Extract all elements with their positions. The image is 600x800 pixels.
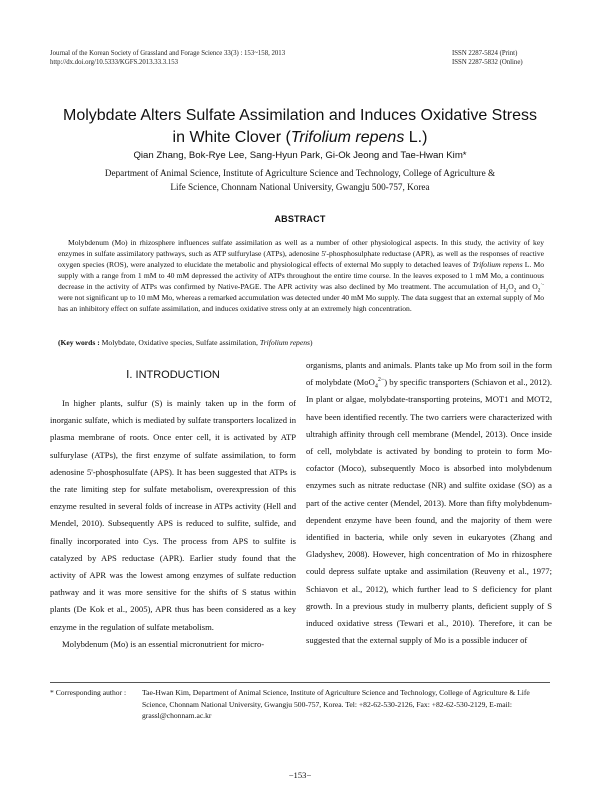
page-number: −153− [288,770,312,780]
issn-print: ISSN 2287-5824 (Print) [452,50,518,57]
abstract-heading: ABSTRACT [274,214,326,224]
intro-paragraph-2: Molybdenum (Mo) is an essential micronutrient for micro- [62,638,265,649]
right-column [306,357,552,649]
keywords-label: (Key words : [58,338,102,347]
affiliation [60,166,540,194]
section-heading-introduction: Ⅰ. INTRODUCTION [126,369,220,381]
abstract-text [58,237,544,314]
author-list: Qian Zhang, Bok-Rye Lee, Sang-Hyun Park, Gi-Ok Jeong and Tae-Hwan Kim* [133,150,467,161]
keywords [58,337,544,348]
paper-title [40,105,560,149]
title-line-2 [40,127,560,149]
journal-header [50,49,285,67]
abstract-part-1: Molybdenum (Mo) in rhizosphere influences sulfate assimilation as well as a number of other physiological aspects. In this study, the activity of key enzymes in sulfate assimilatory pathways, such as ATP sulfurylase (ATPs), adenosine 5'-phosphosulphate reductase (APR), as well as the responses of reactive oxygen species (ROS), were analyzed to elucidate the metabolic and physiological effects of external Mo supply to detached leaves of [58,238,544,269]
keywords-text: Molybdate, Oxidative species, Sulfate assimilation, [101,338,260,347]
footnote-text: Tae-Hwan Kim, Department of Animal Science, Institute of Agriculture Science and Technology, College of Agriculture & Life Science, Chonnam National University, Gwangju 500-757, Korea. Tel: +82-62-530-2126, Fax: +82-62-530-2129, E-mail: grassl@chonnam.ac.kr [142,688,530,720]
molybdate-subscript: 4 [374,383,378,390]
affiliation-line-1: Department of Animal Science, Institute of Agriculture Science and Technology, College of Agriculture & [104,168,496,178]
superoxide-subscript: 2 [537,287,541,294]
left-column [50,395,296,653]
title-species: Trifolium repens [290,129,405,146]
abstract-part-2: L. Mo supply with a range from 1 mM to 40 mM depressed the activity of ATPs throughout the entire time course. In the leaves exposed to 1 mM Mo, a continuous decrease in the activity of ATPs was confirmed by Native-PAGE. The APR activity was also declined by Mo treatment. The accumulation of H [58,260,544,291]
right-part-1: organisms, plants and animals. Plants take up Mo from soil in the form of molybdate (MoO [306,360,552,388]
doi-link[interactable]: http://dx.doi.org/10.5333/KGFS.2013.33.3.153 [50,59,179,66]
corresponding-author-footnote [50,687,550,722]
intro-paragraph-continued [306,357,552,649]
abstract-species: Trifolium repens [472,260,523,269]
title-line-2-post: L.) [404,129,428,146]
h2o2-subscript-1: 2 [505,287,509,294]
title-line-1: Molybdate Alters Sulfate Assimilation and Induces Oxidative Stress [62,107,537,124]
abstract-part-3: and O [516,282,538,291]
keywords-close: ) [309,338,313,347]
molybdate-superscript: 2− [377,377,385,384]
affiliation-line-2: Life Science, Chonnam National University, Gwangju 500-757, Korea [170,182,430,192]
abstract-part-4: were not significant up to 10 mM Mo, whereas a remarked accumulation was detected under 40 mM Mo supply. The data suggest that an external supply of Mo has an inhibitory effect on sulfate assimilation, and induces oxidative stress only at an extremely high concentration. [58,293,544,313]
h2o2-mid: O [508,282,514,291]
h2o2-subscript-2: 2 [513,287,517,294]
intro-paragraph-1: In higher plants, sulfur (S) is mainly taken up in the form of inorganic sulfate, which is mediated by sulfate transporters localized in plasma membrane of roots. Once enter cell, it is activated by ATP sulfurylase (ATPs), the first enzyme of sulfate assimilation, to form adenosine 5'-phosphosulfate (APS). It has been suggested that ATPs is the rate limiting step for sulfate metabolism, overexpression of this enzyme resulted in several folds of increase in ATPs activity (Hell and Mendel, 2010). Subsequently APS is reduced to sulfite, sulfide, and finally incorporated into Cys. The process from APS to sulfite is catalyzed by APS reductase (APR). Earlier study found that the activity of APR was the lowest among enzymes of sulfate reduction pathway and it was more sensitive for the shifts of S status within plants (De Kok et al., 2005), APR thus has been considered as a key enzyme in the regulation of sulfate metabolism. [50,398,296,632]
journal-citation: Journal of the Korean Society of Grassland and Forage Science 33(3) : 153~158, 2013 [50,50,286,57]
issn-online: ISSN 2287-5832 (Online) [452,59,523,66]
issn-block [452,49,523,67]
footnote-label: * Corresponding author : [50,688,127,697]
right-part-2: ) by specific transporters (Schiavon et al., 2012). In plant or algae, molybdate-transporting proteins, MOT1 and MOT2, have been identified recently. The two carriers were characterized with ultrahigh affinity through cell membrane (Mendel, 2013). Once inside of cell, molybdate is activated by bonding to protein to form Mo-cofactor (Moco), subsequently Moco is absorbed into molybdenum enzymes such as nitrate reductase (NR) and sulfite oxidase (SO) as a part of the active center (Mendel, 2013). More than fifty molybdenum-dependent enzyme have been found, and the majority of them were identified in bacteria, while only seven in eukaryotes (Zhang and Gladyshev, 2008). However, high concentration of Mo in rhizosphere could depress sulfate uptake and assimilation (Reuveny et al., 1977; Schiavon et al., 2012), which further lead to S deficiency for plant growth. In a previous study in mulberry plants, deficient supply of S induced oxidative stress (Tewari et al., 2010). Therefore, it can be suggested that the external supply of Mo is a possible inducer of [306,377,552,646]
superoxide-superscript: ·- [540,281,544,288]
keywords-species: Trifolium repens [259,338,310,347]
title-line-2-pre: in White Clover ( [172,129,291,146]
footnote-divider [50,682,550,683]
